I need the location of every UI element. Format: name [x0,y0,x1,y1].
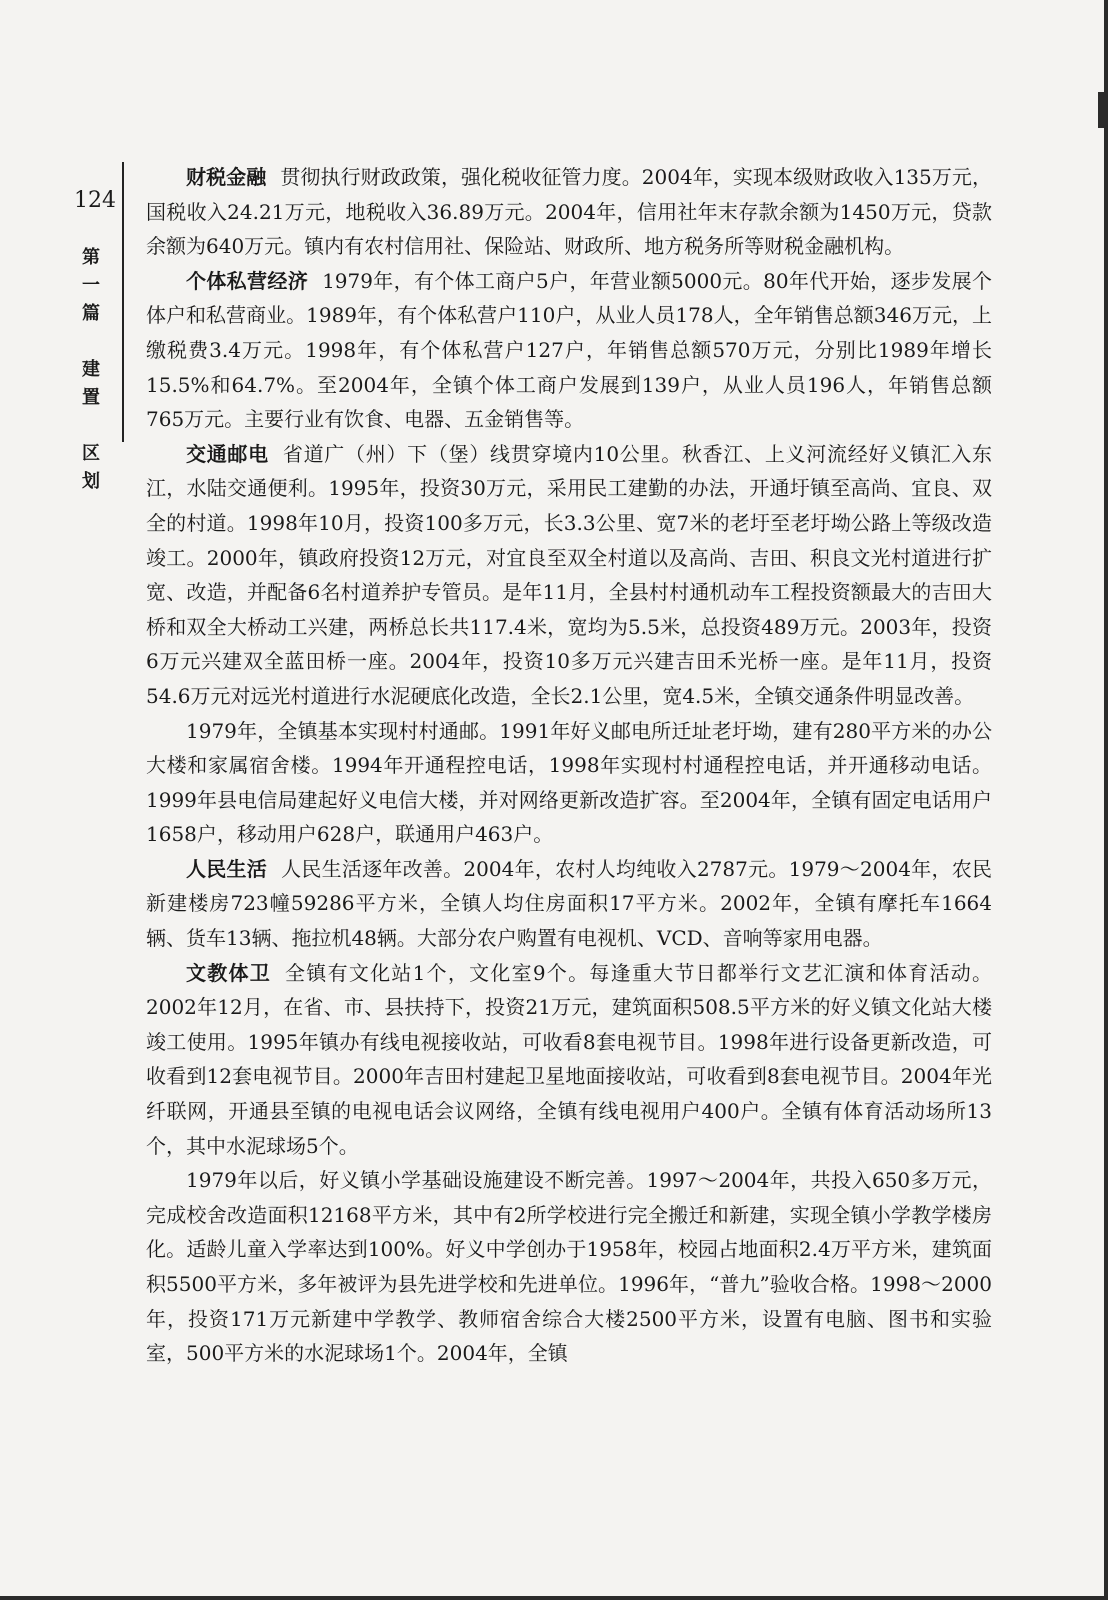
paragraph-private-economy [146,264,992,437]
section-lead: 文教体卫 [186,960,272,985]
section-lead: 人民生活 [186,856,268,881]
scan-edge-mark [1098,92,1108,128]
paragraph-text: 1979年，有个体工商户5户，年营业额5000元。80年代开始，逐步发展个体户和私营商业。1989年，有个体私营户110户，从业人员178人，全年销售总额346万元，上缴税费3.4万元。1998年，有个体私营户127户，年销售总额570万元，分别比1989年增长15.5%和64.7%。至2004年，全镇个体工商户发展到139户，从业人员196人，年销售总额765万元。主要行业有饮食、电器、五金销售等。 [146,268,992,432]
paragraph-culture [146,956,992,1164]
paragraph-text: 全镇有文化站1个，文化室9个。每逢重大节日都举行文艺汇演和体育活动。2002年12月，在省、市、县扶持下，投资21万元，建筑面积508.5平方米的好义镇文化站大楼竣工使用。1995年镇办有线电视接收站，可收看8套电视节目。1998年进行设备更新改造，可收看到12套电视节目。2000年吉田村建起卫星地面接收站，可收看到8套电视节目。2004年光纤联网，开通县至镇的电视电话会议网络，全镇有线电视用户400户。全镇有体育活动场所13个，其中水泥球场5个。 [146,960,993,1158]
paragraph-text: 1979年以后，好义镇小学基础设施建设不断完善。1997～2004年，共投入650多万元，完成校舍改造面积12168平方米，其中有2所学校进行完全搬迁和新建，实现全镇小学教学楼房化。适龄儿童入学率达到100%。好义中学创办于1958年，校园占地面积2.4万平方米，建筑面积5500平方米，多年被评为县先进学校和先进单位。1996年，“普九”验收合格。1998～2000年，投资171万元新建中学教学、教师宿舍综合大楼2500平方米，设置有电脑、图书和实验室，500平方米的水泥球场1个。2004年，全镇 [146,1168,992,1366]
paragraph-text: 人民生活逐年改善。2004年，农村人均纯收入2787元。1979～2004年，农民新建楼房723幢59286平方米，全镇人均住房面积17平方米。2002年，全镇有摩托车1664辆、货车13辆、拖拉机48辆。大部分农户购置有电视机、VCD、音响等家用电器。 [146,856,993,951]
scan-edge-bottom [0,1596,1108,1600]
paragraph-postal [146,714,992,852]
scan-edge-right [1104,0,1108,1600]
section-lead: 个体私营经济 [186,268,309,293]
section-lead: 交通邮电 [186,441,269,466]
section-lead: 财税金融 [186,165,267,189]
paragraph-text: 贯彻执行财政政策，强化税收征管力度。2004年，实现本级财政收入135万元，国税收入24.21万元，地税收入36.89万元。2004年，信用社年末存款余额为1450万元，贷款余额为640万元。镇内有农村信用社、保险站、财政所、地方税务所等财税金融机构。 [146,165,992,259]
body-text [146,160,992,1371]
running-head: 第 一 篇 建 置 区 划 [82,247,100,492]
margin-rule [122,162,124,442]
paragraph-living [146,852,992,956]
paragraph-text: 1979年，全镇基本实现村村通邮。1991年好义邮电所迁址老圩坳，建有280平方米的办公大楼和家属宿舍楼。1994年开通程控电话，1998年实现村村通程控电话，并开通移动电话。1999年县电信局建起好义电信大楼，并对网络更新改造扩容。至2004年，全镇有固定电话用户1658户，移动用户628户，联通用户463户。 [146,718,992,847]
paragraph-text: 省道广（州）下（堡）线贯穿境内10公里。秋香江、上义河流经好义镇汇入东江，水陆交通便利。1995年，投资30万元，采用民工建勤的办法，开通圩镇至高尚、宜良、双全的村道。1998年10月，投资100多万元，长3.3公里、宽7米的老圩至老圩坳公路上等级改造竣工。2000年，镇政府投资12万元，对宜良至双全村道以及高尚、吉田、积良文光村道进行扩宽、改造，并配备6名村道养护专管员。是年11月，全县村村通机动车工程投资额最大的吉田大桥和双全大桥动工兴建，两桥总长共117.4米，宽均为5.5米，总投资489万元。2003年，投资6万元兴建双全蓝田桥一座。2004年，投资10多万元兴建吉田禾光桥一座。是年11月，投资54.6万元对远光村道进行水泥硬底化改造，全长2.1公里，宽4.5米，全镇交通条件明显改善。 [146,441,993,708]
paragraph-education [146,1163,992,1371]
paragraph-transport [146,437,992,714]
page-number: 124 [74,188,116,213]
paragraph-finance [146,160,992,264]
